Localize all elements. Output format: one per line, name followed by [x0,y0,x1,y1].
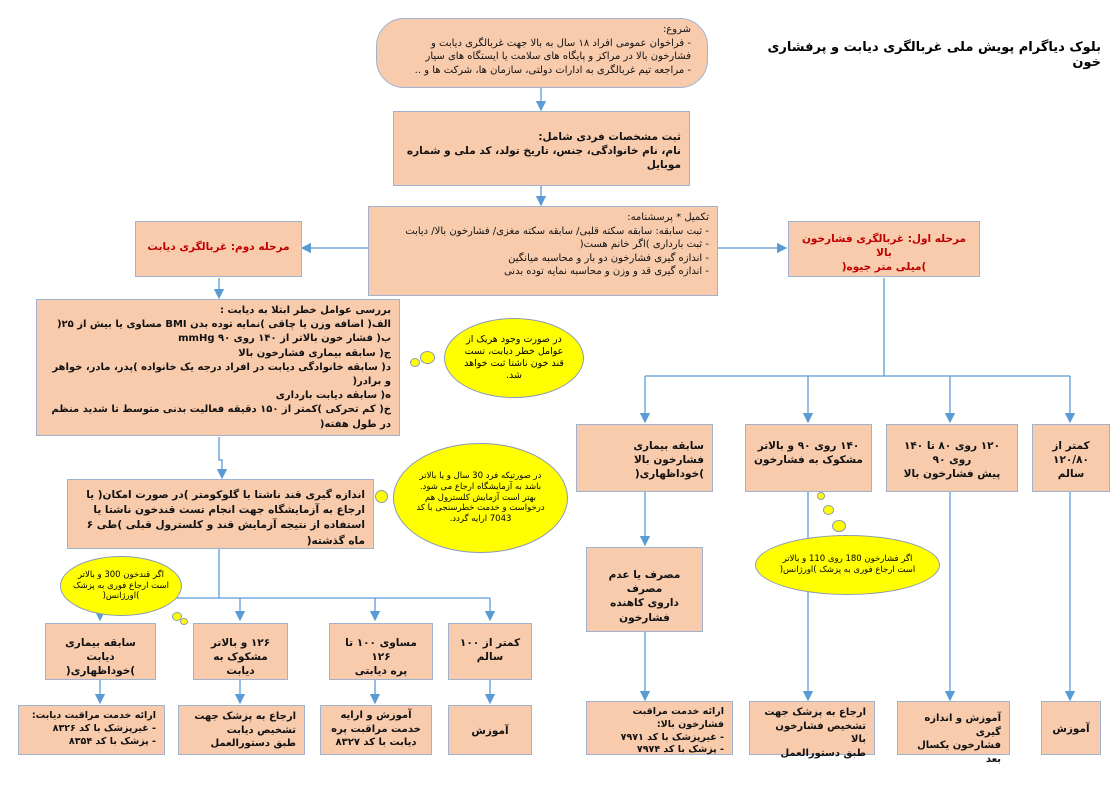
cloud-risk-bubble [410,358,420,367]
bp-action-prehypertension: آموزش و اندازه گیری فشارخون یکسال بعد [897,701,1010,755]
bp-action-normal: آموزش [1041,701,1101,755]
cloud-risk-note: در صورت وجود هریک از عوامل خطر دیابت، تست قند خون ناشتا ثبت خواهد شد. [444,318,584,398]
dm-action-suspected: ارجاع به پزشک جهت تشخیص دیابت طبق دستورالعمل [178,705,305,755]
stage2-box: مرحله دوم: غربالگری دیابت [135,221,302,277]
dm-category-normal: کمتر از ۱۰۰ سالم [448,623,532,680]
bp-medication-box: مصرف یا عدم مصرف داروی کاهنده فشارخون [586,547,703,632]
cloud-bp-note: اگر فشارخون 180 روی 110 و بالاتر است ارجاع فوری به پزشک )اورژانس( [755,535,940,595]
questionnaire-box: تکمیل * پرسشنامه: - ثبت سابقه: سابقه سکته قلبی/ سابقه سکته مغزی/ فشارخون بالا/ دیابت - ثبت بارداری )اگر خانم هست( - اندازه گیری فشارخون دو بار و محاسبه میانگین - اندازه گیری قد و وزن و محاسبه نمایه توده بدنی [368,206,718,296]
bp-action-history: ارائه خدمت مراقبت فشارخون بالا: - غیرپزشک با کد ۷۹۷۱ - پزشک با کد ۷۹۷۴ [586,701,733,755]
cloud-bp-bubble [817,492,825,500]
bp-category-prehypertension: ۱۲۰ روی ۸۰ تا ۱۴۰ روی ۹۰ پیش فشارخون بالا [886,424,1018,492]
dm-category-suspected: ۱۲۶ و بالاتر مشکوک به دیابت [193,623,288,680]
dm-action-prediabetes: آموزش و ارایه خدمت مراقبت پره دیابت با کد ۸۳۲۷ [320,705,432,755]
glucose-test-box: اندازه گیری قند ناشتا با گلوکومتر )در صورت امکان( یا ارجاع به آزمایشگاه جهت انجام تست قندخون ناشتا یا استفاده از نتیجه آزمایش قند و کلسترول قبلی )طی ۶ ماه گذشته( [67,479,374,549]
bp-category-history: سابقه بیماری فشارخون بالا )خوداظهاری( [576,424,713,492]
cloud-sugar-bubble [180,618,188,625]
dm-category-prediabetes: مساوی ۱۰۰ تا ۱۲۶ پره دیابتی [329,623,433,680]
cloud-bp-bubble [832,520,846,532]
dm-action-history: ارائه خدمت مراقبت دیابت: - غیرپزشک با کد ۸۳۲۶ - پزشک با کد ۸۳۵۴ [18,705,165,755]
cloud-sugar-note: اگر قندخون 300 و بالاتر است ارجاع فوری به پزشک )اورژانس( [60,556,182,616]
dm-category-history: سابقه بیماری دیابت )خوداظهاری( [45,623,156,680]
start-box: شروع: - فراخوان عمومی افراد ۱۸ سال به بالا جهت غربالگری دیابت و فشارخون بالا در مراکز و پایگاه های سلامت یا ایستگاه های سیار - مراجعه تیم غربالگری به ادارات دولتی، سازمان ها، شرکت ها و .. [376,18,708,88]
bp-category-suspected: ۱۴۰ روی ۹۰ و بالاتر مشکوک به فشارخون [745,424,872,492]
stage1-box: مرحله اول: غربالگری فشارخون بالا )میلی متر جیوه( [788,221,980,277]
dm-action-normal: آموزش [448,705,532,755]
cloud-bp-bubble [823,505,834,515]
risk-factors-box: بررسی عوامل خطر ابتلا به دیابت : الف( اضافه وزن یا چاقی )نمایه توده بدن BMI مساوی یا بیش از ۲۵( ب( فشار خون بالاتر از ۱۴۰ روی ۹۰ mmHg ج( سابقه بیماری فشارخون بالا د( سابقه خانوادگی دیابت در افراد درجه یک خانواده )پدر، مادر، خواهر و برادر( ه( سابقه دیابت بارداری خ( کم تحرکی )کمتر از ۱۵۰ دقیقه فعالیت بدنی متوسط تا شدید منظم در طول هفته( [36,299,400,436]
bp-action-suspected: ارجاع به پزشک جهت تشخیص فشارخون بالا طبق دستورالعمل [749,701,875,755]
register-box: ثبت مشخصات فردی شامل: نام، نام خانوادگی، جنس، تاریخ تولد، کد ملی و شماره موبایل [393,111,690,186]
cloud-lab-note: در صورتیکه فرد 30 سال و یا بالاتر باشد به آزمایشگاه ارجاع می شود. بهتر است آزمایش کلسترول هم درخواست و خدمت خطرسنجی با کد 7043 ارایه گردد. [393,443,568,553]
cloud-lab-bubble [375,490,388,503]
bp-category-normal: کمتر از ۱۲۰/۸۰ سالم [1032,424,1110,492]
diagram-title: بلوک دیاگرام پویش ملی غربالگری دیابت و پرفشاری خون [767,40,1101,70]
cloud-risk-bubble [420,351,435,364]
